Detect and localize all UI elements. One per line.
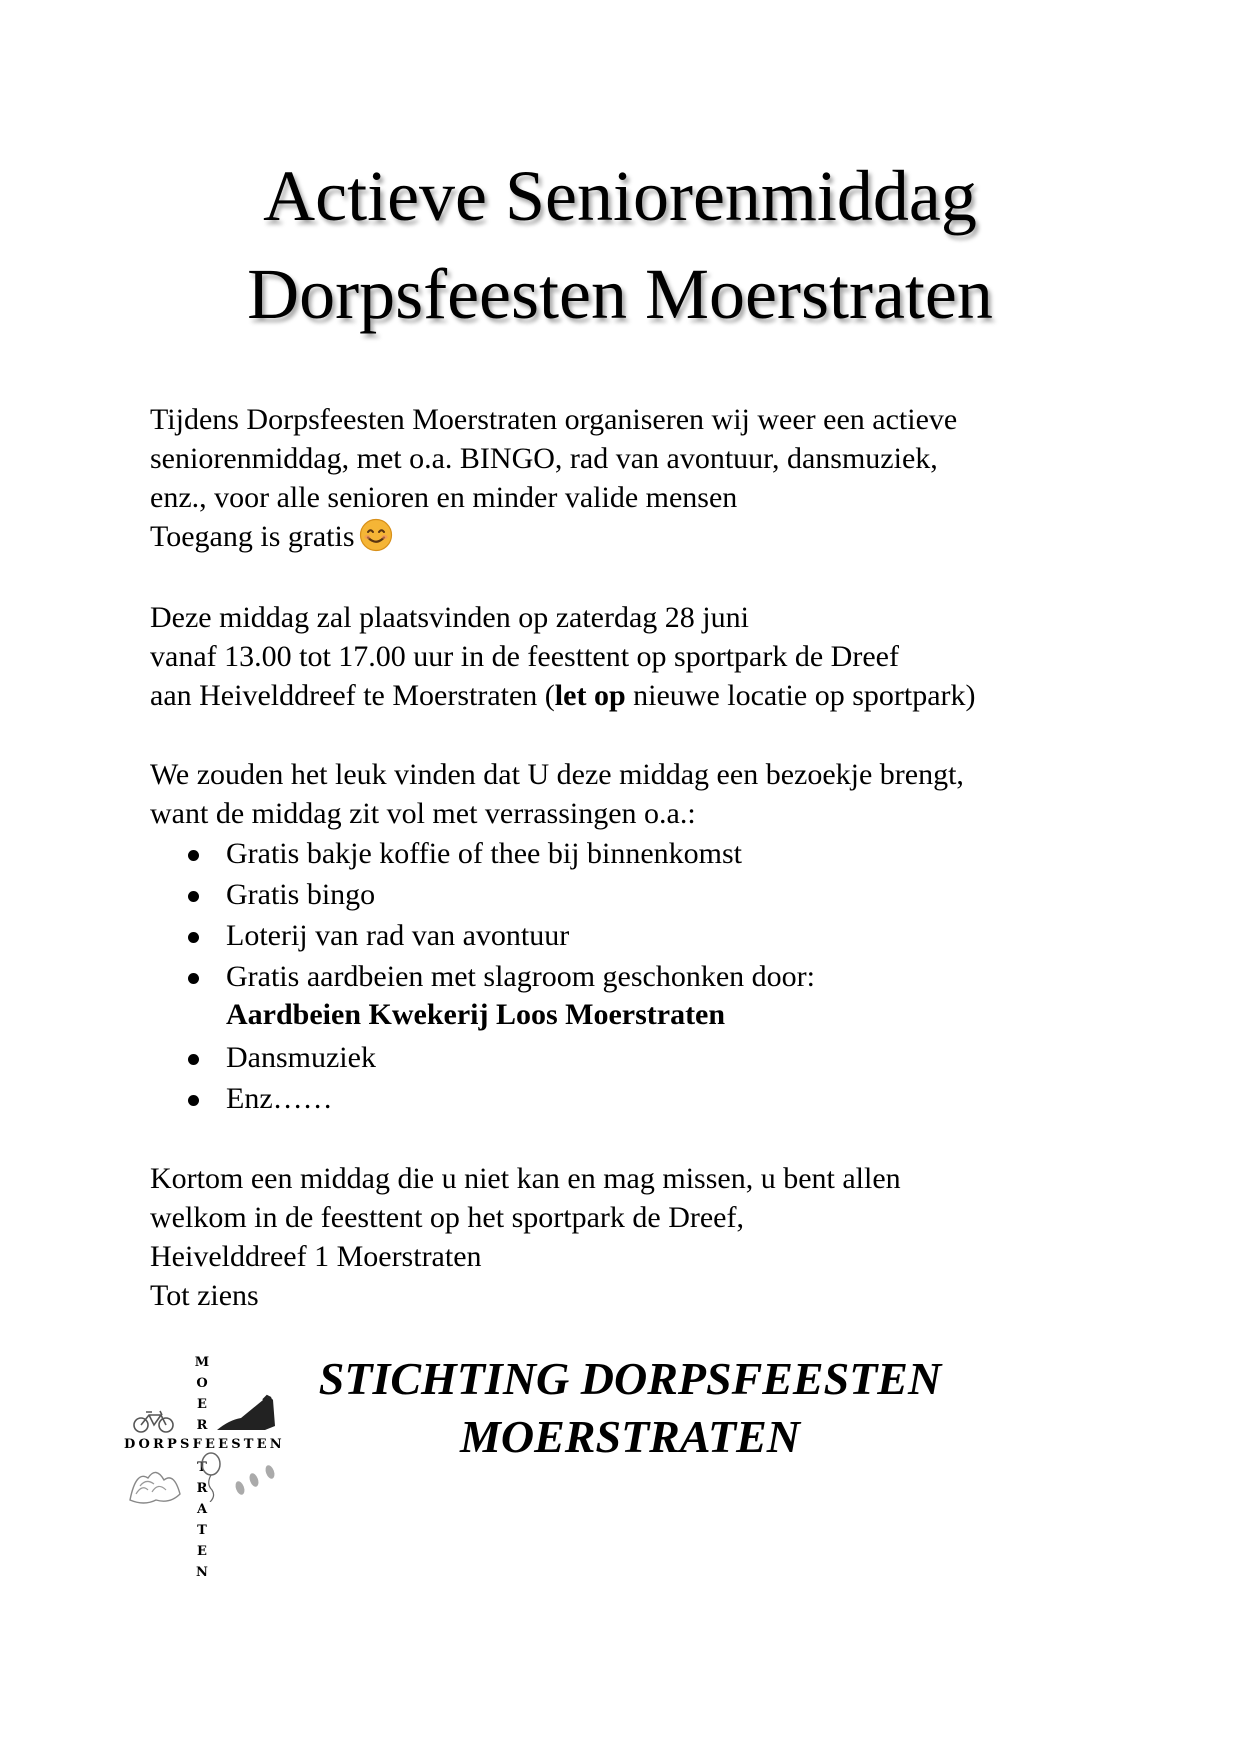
bullet-icon (188, 973, 199, 984)
closing-line-3: Heivelddreef 1 Moerstraten (150, 1240, 482, 1273)
organizer-name-line-1: STICHTING DORPSFEESTEN (318, 1353, 942, 1404)
logo-horizontal-text: DORPSFEESTEN (124, 1437, 285, 1452)
logo-letter: R (196, 1418, 208, 1433)
free-entry-text: Toegang is gratis (150, 520, 355, 553)
list-item: Gratis aardbeien met slagroom geschonken door: Aardbeien Kwekerij Loos Moerstraten (150, 956, 1110, 1033)
schedule-line-3 (150, 679, 976, 712)
intro-line-2: seniorenmiddag, met o.a. BINGO, rad van avontuur, dansmuziek, (150, 442, 938, 475)
logo-letter: R (196, 1481, 208, 1496)
smiling-face-icon (359, 518, 393, 552)
schedule-line-2: vanaf 13.00 tot 17.00 uur in de feesttent op sportpark de Dreef (150, 640, 899, 673)
footprints-icon (232, 1464, 280, 1498)
logo-letter: E (197, 1544, 207, 1559)
surprises-list (150, 833, 1110, 1119)
invite-line-1: We zouden het leuk vinden dat U deze middag een bezoekje brengt, (150, 758, 964, 791)
intro-line-4 (150, 520, 393, 553)
list-item: Loterij van rad van avontuur (150, 915, 1110, 956)
list-item: Enz…… (150, 1078, 1110, 1119)
closing-paragraph (150, 1159, 1110, 1315)
organizer-name-line-2: MOERSTRATEN (460, 1411, 800, 1462)
logo-letter: T (197, 1460, 207, 1475)
page-title-line-2: Dorpsfeesten Moerstraten (247, 254, 993, 334)
schedule-line-1: Deze middag zal plaatsvinden op zaterdag 28 juni (150, 601, 749, 634)
bullet-icon (188, 1095, 199, 1106)
list-item: Dansmuziek (150, 1037, 1110, 1078)
bullet-icon (188, 891, 199, 902)
page-title-line-1: Actieve Seniorenmiddag (263, 156, 977, 236)
logo-letter: N (196, 1565, 208, 1580)
bullet-icon (188, 932, 199, 943)
sponsor-name: Aardbeien Kwekerij Loos Moerstraten (226, 998, 726, 1031)
logo-letter: M (194, 1355, 210, 1370)
logo-letter: O (196, 1376, 208, 1391)
closing-line-1: Kortom een middag die u niet kan en mag missen, u bent allen (150, 1162, 901, 1195)
attention-text: let op (554, 679, 626, 712)
balloon-icon (198, 1452, 224, 1502)
bullet-icon (188, 850, 199, 861)
logo-letter: A (196, 1502, 208, 1517)
new-location-text: nieuwe locatie op sportpark) (625, 679, 976, 712)
intro-line-1: Tijdens Dorpsfeesten Moerstraten organiseren wij weer een actieve (150, 403, 958, 436)
invite-line-2: want de middag zit vol met verrassingen o.a.: (150, 797, 696, 830)
invite-paragraph (150, 755, 1110, 833)
intro-line-3: enz., voor alle senioren en minder valide mensen (150, 481, 738, 514)
schedule-paragraph (150, 598, 1110, 715)
crowd-icon (126, 1460, 184, 1508)
list-item: Gratis bingo (150, 874, 1110, 915)
logo-letter: T (197, 1523, 207, 1538)
location-text: aan Heivelddreef te Moerstraten ( (150, 679, 555, 712)
intro-paragraph (150, 400, 1110, 556)
closing-line-2: welkom in de feesttent op het sportpark de Dreef, (150, 1201, 744, 1234)
bicycle-icon (132, 1408, 176, 1434)
bullet-icon (188, 1054, 199, 1065)
list-item: Gratis bakje koffie of thee bij binnenkomst (150, 833, 1110, 874)
logo-letter: E (197, 1397, 207, 1412)
closing-line-4: Tot ziens (150, 1279, 259, 1312)
